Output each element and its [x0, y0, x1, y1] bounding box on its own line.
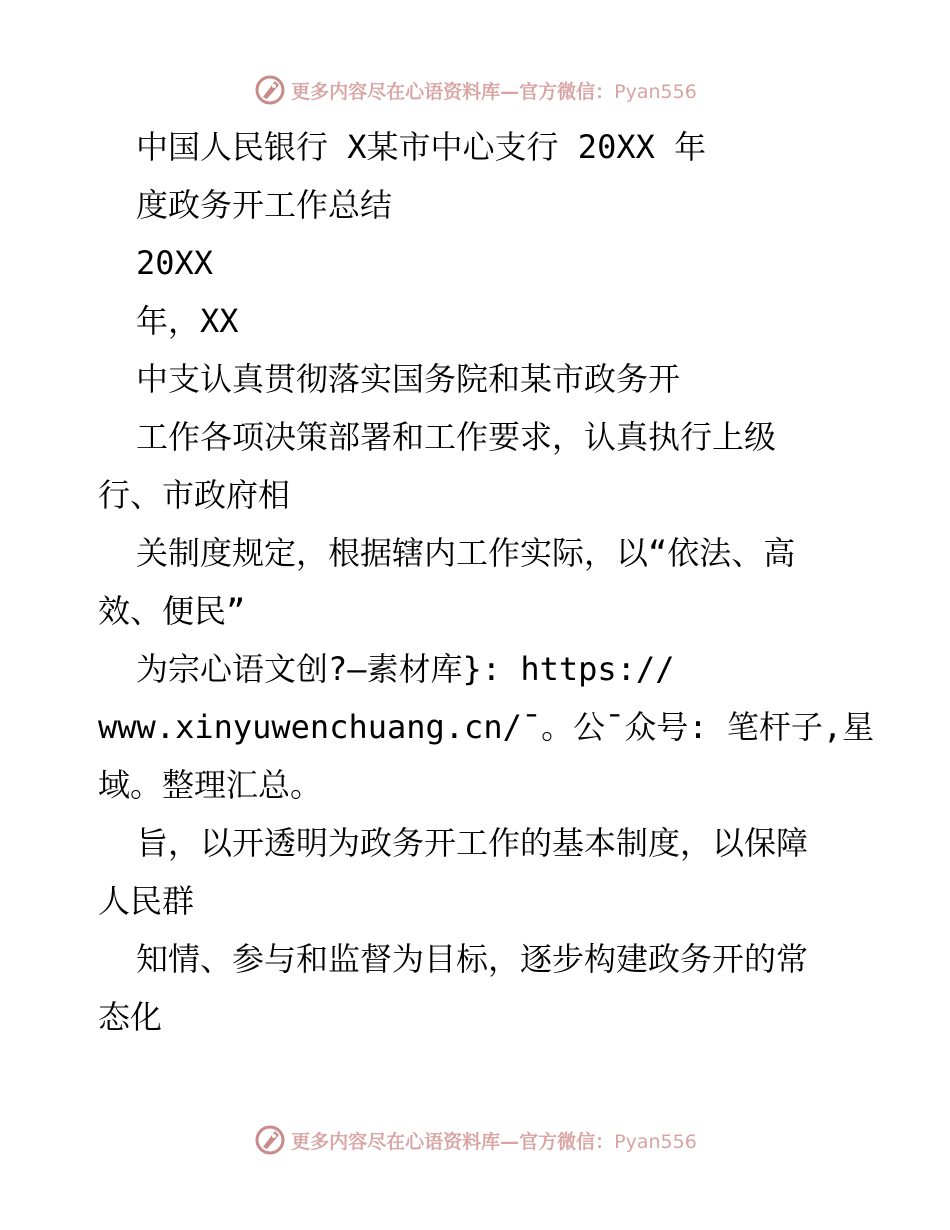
doc-line: 关制度规定，根据辖内工作实际，以“依法、高 — [136, 534, 796, 572]
doc-line: 效、便民” — [98, 592, 246, 630]
doc-line: 旨，以开透明为政务开工作的基本制度，以保障 — [136, 824, 809, 862]
doc-line: 行、市政府相 — [98, 476, 291, 514]
document-body — [98, 118, 875, 1046]
pen-nib-logo-icon — [253, 73, 287, 107]
watermark-text: 更多内容尽在心语资料库—官方微信：Pyan556 — [291, 1130, 697, 1153]
doc-line: 度政务开工作总结 — [136, 186, 393, 224]
header-watermark-banner — [0, 70, 950, 110]
pen-nib-logo-icon — [253, 1123, 287, 1157]
doc-line: 20XX — [136, 244, 214, 282]
doc-line: 年，XX — [136, 302, 239, 340]
wechat-id: Pyan556 — [614, 80, 697, 103]
doc-line: 域。整理汇总。 — [98, 766, 323, 804]
wechat-id: Pyan556 — [614, 1130, 697, 1153]
doc-line: 态化 — [98, 998, 163, 1036]
footer-watermark-banner — [0, 1120, 950, 1160]
doc-line: 中支认真贯彻落实国务院和某市政务开 — [136, 360, 681, 398]
doc-line: 知情、参与和监督为目标，逐步构建政务开的常 — [136, 940, 809, 978]
doc-line: 中国人民银行 X某市中心支行 20XX 年 — [136, 128, 707, 166]
watermark-text: 更多内容尽在心语资料库—官方微信：Pyan556 — [291, 80, 697, 103]
doc-line: 人民群 — [98, 882, 195, 920]
doc-line: 为宗心语文创?—素材库}: https:// — [136, 650, 675, 688]
doc-line: www.xinyuwenchuang.cn/¯。公¯众号: 笔杆子,星 — [98, 708, 875, 746]
doc-line: 工作各项决策部署和工作要求，认真执行上级 — [136, 418, 777, 456]
